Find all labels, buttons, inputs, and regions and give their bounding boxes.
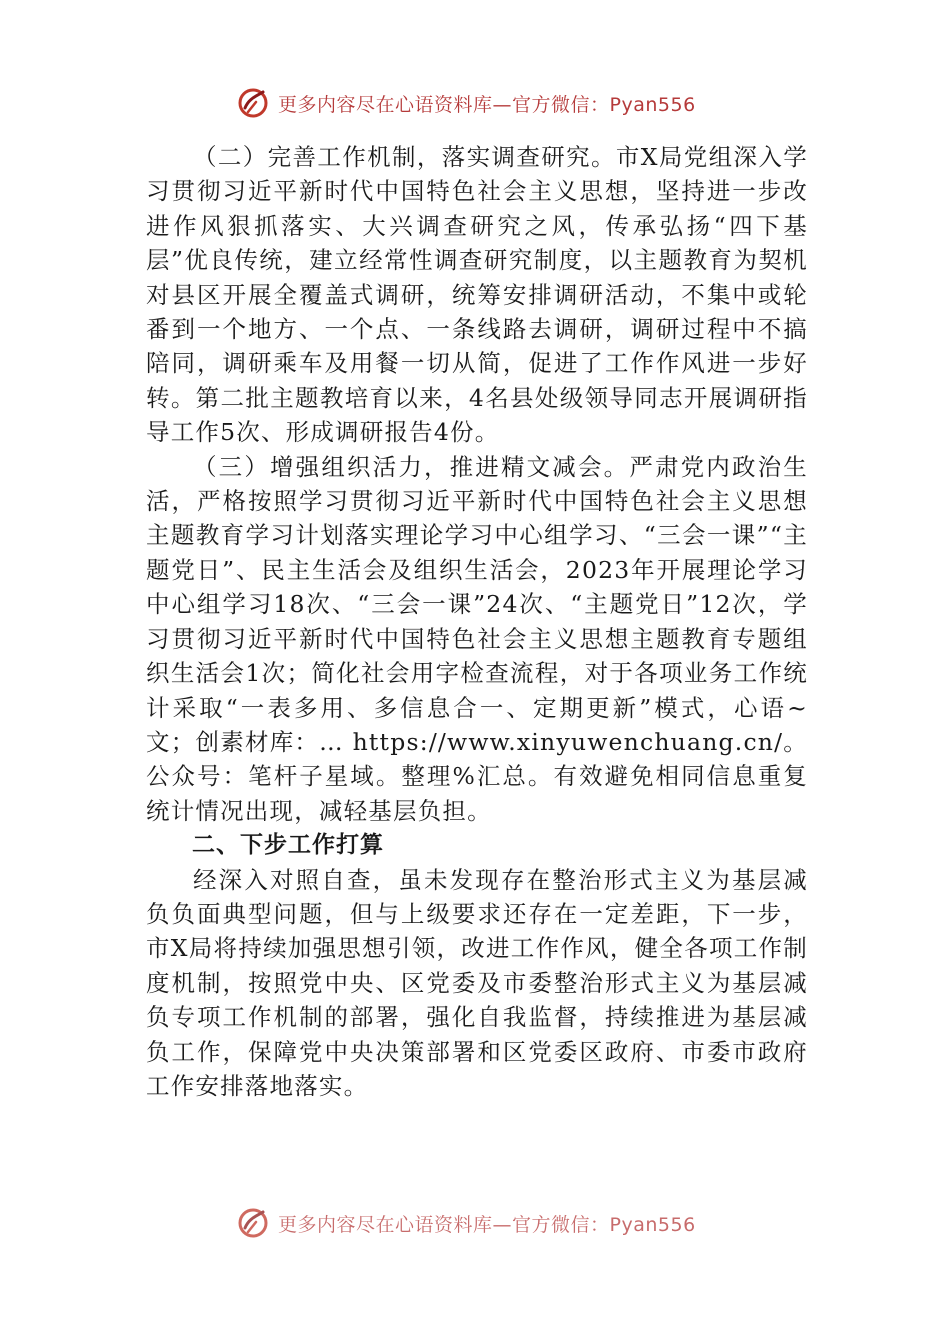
paragraph-work-mechanism	[146, 140, 808, 450]
section-heading: 二、下步工作打算	[192, 832, 384, 859]
paragraph-text: 严肃党内政治生活，严格按照学习贯彻习近平新时代中国特色社会主义思想主题教育学习计划落实理论学习中心组学习、“三会一课”“主题党日”、民主生活会及组织生活会，2023年开展理论学习中心组学习18次、“三会一课”24次、“主题党日”12次，学习贯彻习近平新时代中国特色社会主义思想主题教育专题组织生活会1次；简化社会用字检查流程，对于各项业务工作统计采取“一表多用、多信息合一、定期更新”模式，心语~文；创素材库：… https://www.xinyuwenchuang.cn/。公众号：笔杆子星域。整理%汇总。有效避免相同信息重复统计情况出现，减轻基层负担。	[146, 452, 809, 825]
watermark-text: 更多内容尽在心语资料库—官方微信：Pyan556	[278, 93, 696, 116]
document-body	[146, 140, 808, 1103]
watermark-header	[236, 86, 696, 120]
paragraph-text: 市X局党组深入学习贯彻习近平新时代中国特色社会主义思想，坚持进一步改进作风狠抓落实、大兴调查研究之风，传承弘扬“四下基层”优良传统，建立经常性调查研究制度，以主题教育为契机对县区开展全覆盖式调研，统筹安排调研活动，不集中或轮番到一个地方、一个点、一条线路去调研，调研过程中不搞陪同，调研乘车及用餐一切从简，促进了工作作风进一步好转。第二批主题教培育以来，4名县处级领导同志开展调研指导工作5次、形成调研报告4份。	[146, 143, 808, 447]
brand-logo-icon	[236, 86, 270, 120]
paragraph-lead: （二）完善工作机制，落实调查研究。	[193, 143, 616, 171]
paragraph-next-steps: 经深入对照自查，虽未发现存在整治形式主义为基层减负负面典型问题，但与上级要求还存在一定差距，下一步，市X局将持续加强思想引领，改进工作作风，健全各项工作制度机制，按照党中央、区党委及市委整治形式主义为基层减负专项工作机制的部署，强化自我监督，持续推进为基层减负工作，保障党中央决策部署和区党委区政府、市委市政府工作安排落地落实。	[146, 865, 808, 1100]
watermark-text: 更多内容尽在心语资料库—官方微信：Pyan556	[278, 1213, 696, 1236]
brand-logo-icon	[236, 1206, 270, 1240]
watermark-footer	[236, 1206, 696, 1240]
paragraph-lead: （三）增强组织活力，推进精文减会。	[193, 452, 630, 481]
paragraph-organization	[146, 450, 808, 828]
